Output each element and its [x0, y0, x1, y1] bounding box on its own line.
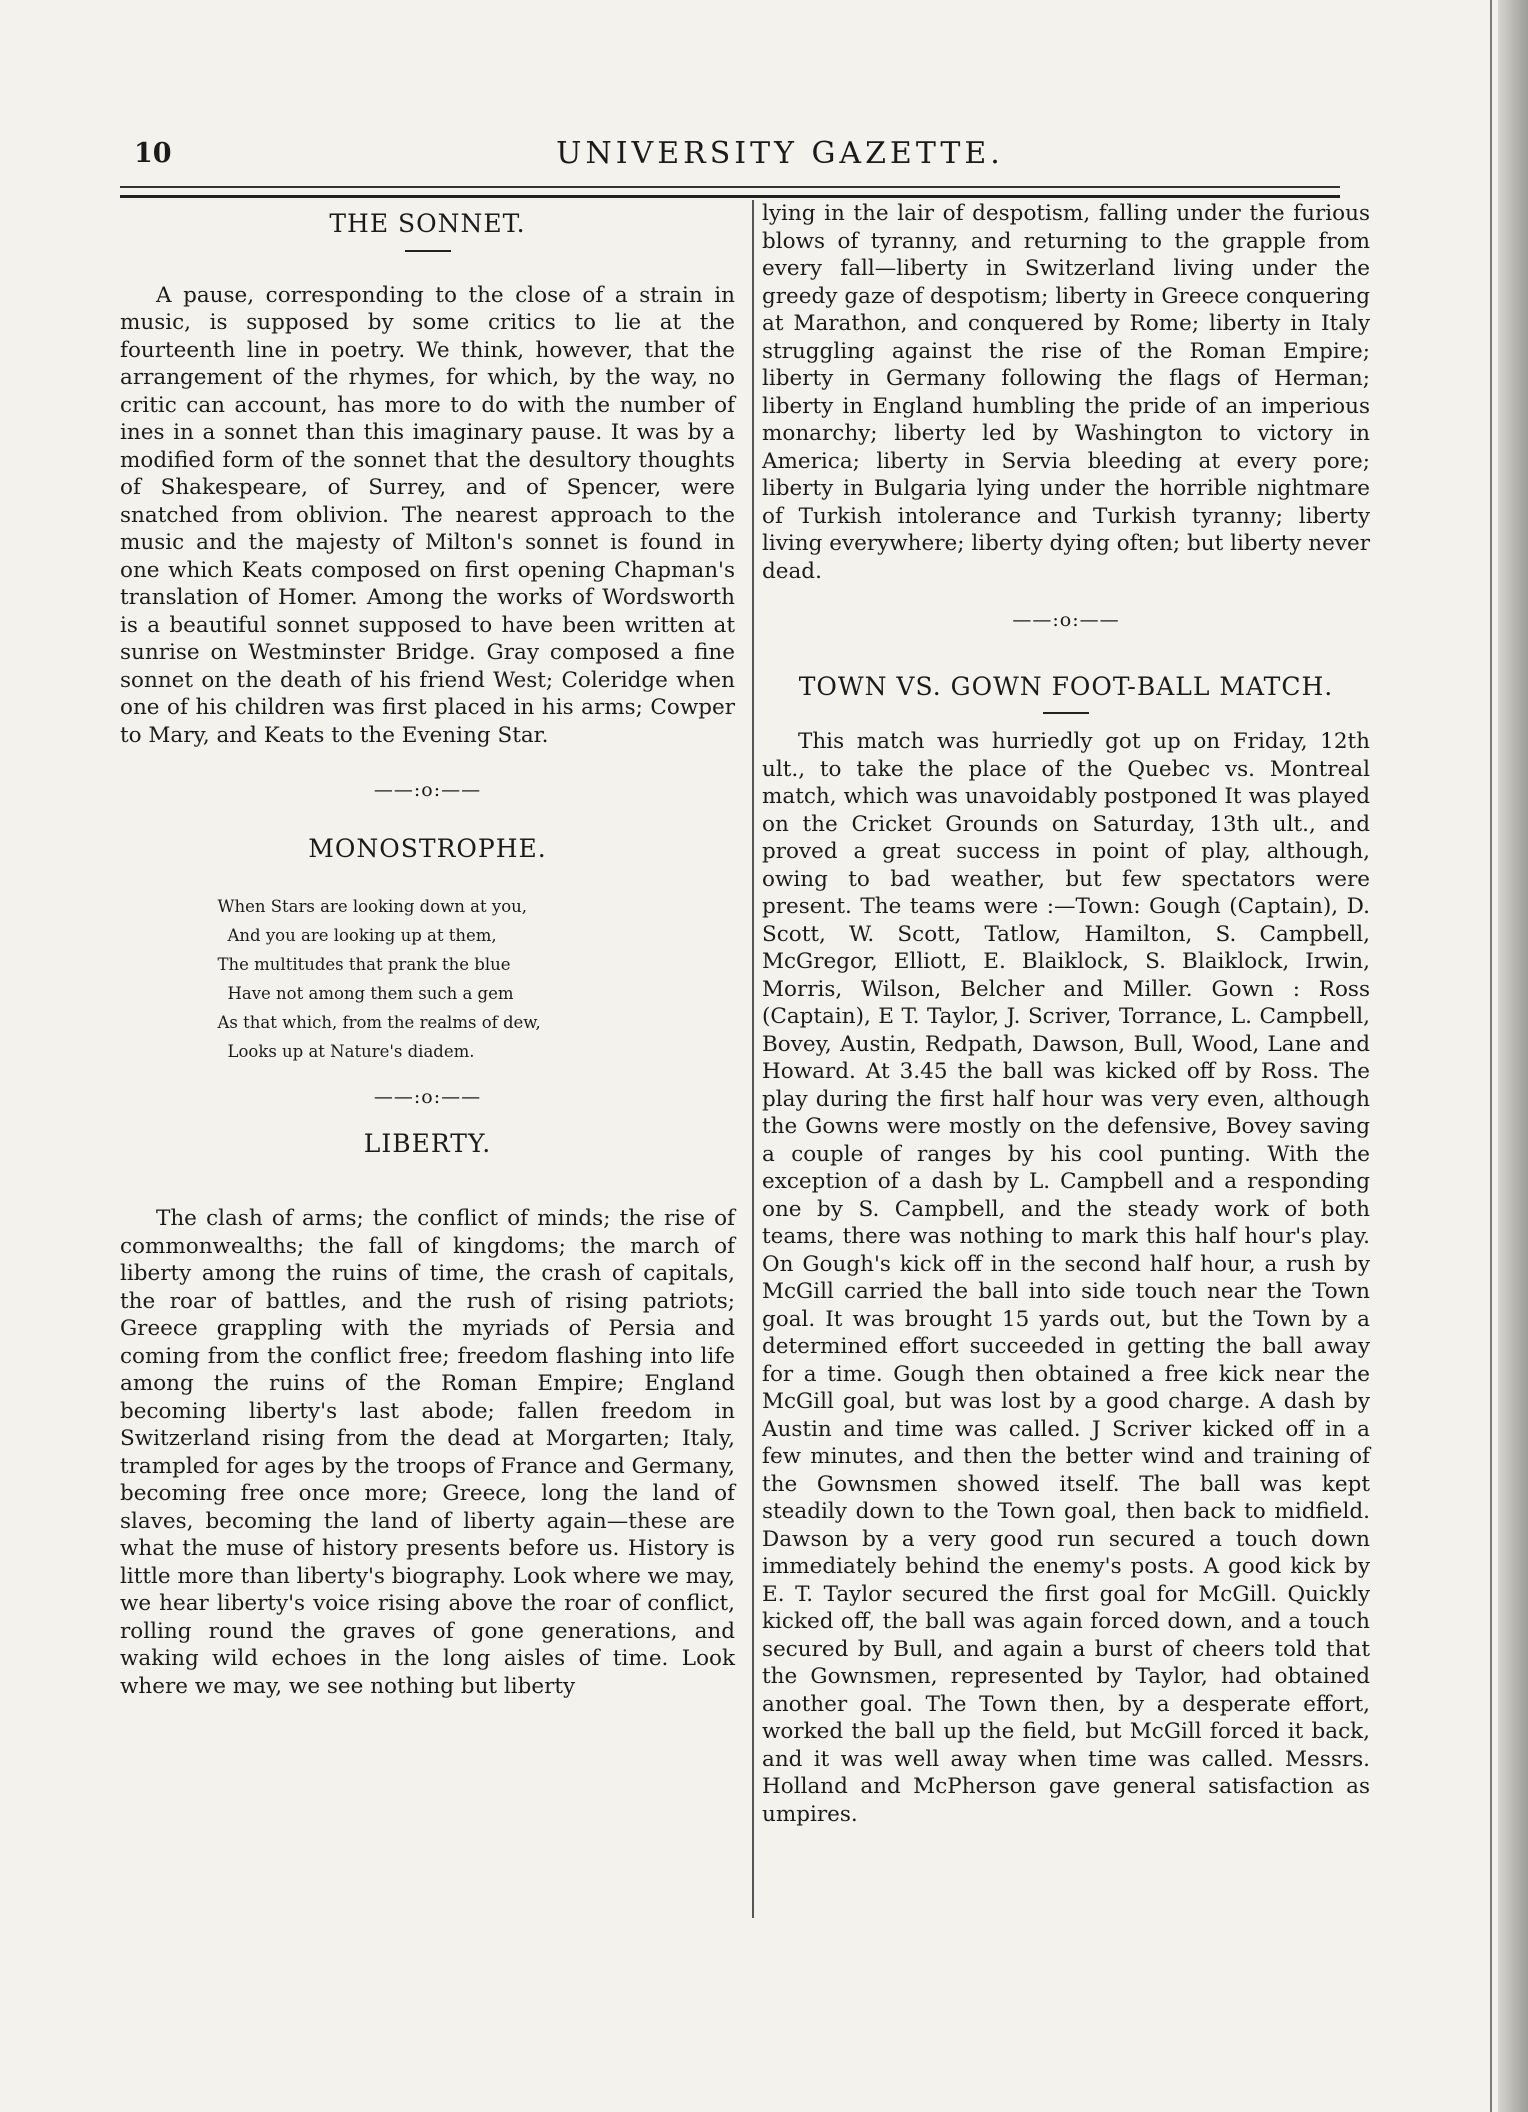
title-rule — [1043, 712, 1089, 714]
page-number: 10 — [134, 138, 172, 169]
football-body: This match was hurriedly got up on Friday, 12th ult., to take the place of the Quebec vs. Montreal match, which was unavoidably postponed It was played on the Cricket Grounds on Saturday, 13th ult., and proved a great success in point of play, although, owing to bad weather, but few spectators were present. The teams were :—Town: Gough (Captain), D. Scott, W. Scott, Tatlow, Hamilton, S. Campbell, McGregor, Elliott, E. Blaiklock, S. Blaiklock, Irwin, Morris, Wilson, Belcher and Miller. Gown : Ross (Captain), E T. Taylor, J. Scriver, Torrance, L. Campbell, Bovey, Austin, Redpath, Dawson, Bull, Wood, Lane and Howard. At 3.45 the ball was kicked off by Ross. The play during the first half hour was very even, although the Gowns were mostly on the defensive, Bovey saving a couple of ranges by his cool punting. With the exception of a dash by L. Campbell and a responding one by S. Campbell, and the steady work of both teams, there was nothing to mark this half hour's play. On Gough's kick off in the second half hour, a rush by McGill carried the ball into side touch near the Town goal. It was brought 15 yards out, but the Town by a determined effort succeeded in getting the ball away for a time. Gough then obtained a free kick near the McGill goal, but was lost by a good charge. A dash by Austin and time was called. J Scriver kicked off in a few minutes, and then the better wind and training of the Gownsmen showed itself. The ball was kept steadily down to the Town goal, then back to midfield. Dawson by a very good run secured a touch down immediately behind the enemy's posts. A good kick by E. T. Taylor secured the first goal for McGill. Quickly kicked off, the ball was again forced down, and a touch secured by Bull, and again a burst of cheers told that the Gownsmen, represented by Taylor, had obtained another goal. The Town then, by a desperate effort, worked the ball up the field, but McGill forced it back, and it was well away when time was called. Messrs. Holland and McPherson gave general satisfaction as umpires. — [762, 729, 1370, 1827]
section-separator: ——:o:—— — [373, 1086, 482, 1108]
liberty-body-part2: lying in the lair of despotism, falling under the furious blows of tyranny, and returning to the grapple from every fall—liberty in Switzerland living under the greedy gaze of despotism; liberty in Greece conquering at Marathon, and conquered by Rome; liberty in Italy struggling against the rise of the Roman Empire; liberty in Germany following the flags of Herman; liberty in England humbling the pride of an imperious monarchy; liberty led by Washington to victory in America; liberty in Servia bleeding at every pore; liberty in Bulgaria lying under the horrible nightmare of Turkish intolerance and Turkish tyranny; liberty living everywhere; liberty dying often; but liberty never dead. — [762, 201, 1370, 584]
poem-line: Looks up at Nature's diadem. — [227, 1042, 475, 1061]
left-column — [120, 210, 735, 1700]
page-header — [130, 138, 1330, 178]
section-separator: ——:o:—— — [373, 779, 482, 801]
liberty-body-part1: The clash of arms; the conflict of minds; the rise of commonwealths; the fall of kingdoms; the march of liberty among the ruins of time, the crash of capitals, the roar of battles, and the rush of rising patriots; Greece grappling with the myriads of Persia and coming from the conflict free; freedom flashing into life among the ruins of the Roman Empire; England becoming liberty's last abode; fallen freedom in Switzerland rising from the dead at Morgarten; Italy, trampled for ages by the troops of France and Germany, becoming free once more; Greece, long the land of slaves, becoming the land of liberty again—these are what the muse of history presents before us. History is little more than liberty's biography. Look where we may, we hear liberty's voice rising above the roar of conflict, rolling round the graves of gone generations, and waking wild echoes in the long aisles of time. Look where we may, we see nothing but liberty — [120, 1206, 735, 1699]
football-title: TOWN VS. GOWN FOOT-BALL MATCH. — [798, 671, 1334, 701]
poem-line: And you are looking up at them, — [227, 926, 497, 945]
column-divider — [752, 200, 754, 1918]
header-rule-double — [120, 195, 1340, 198]
title-rule — [405, 250, 451, 252]
poem-line: As that which, from the realms of dew, — [217, 1013, 541, 1032]
liberty-title: LIBERTY. — [363, 1128, 492, 1158]
sonnet-body: A pause, corresponding to the close of a strain in music, is supposed by some critics to lie at the fourteenth line in poetry. We think, however, that the arrangement of the rhymes, for which, by the way, no critic can account, has more to do with the number of ines in a sonnet than this imaginary pause. It was by a modified form of the sonnet that the desultory thoughts of Shakespeare, of Surrey, and of Spencer, were snatched from oblivion. The nearest approach to the music and the majesty of Milton's sonnet is found in one which Keats composed on first opening Chapman's translation of Homer. Among the works of Wordsworth is a beautiful sonnet supposed to have been written at sunrise on Westminster Bridge. Gray composed a fine sonnet on the death of his friend West; Coleridge when one of his children was first placed in his arms; Cowper to Mary, and Keats to the Evening Star. — [120, 282, 735, 748]
page-edge-shadow — [1498, 0, 1528, 2112]
poem-line: When Stars are looking down at you, — [217, 897, 528, 916]
sonnet-title: THE SONNET. — [329, 209, 526, 238]
section-separator: ——:o:—— — [1012, 609, 1120, 631]
header-rule — [120, 186, 1340, 188]
monostrophe-poem — [218, 892, 638, 1066]
monostrophe-title: MONOSTROPHE. — [308, 833, 547, 863]
masthead: UNIVERSITY GAZETTE. — [556, 136, 1004, 171]
poem-line: The multitudes that prank the blue — [217, 955, 511, 974]
page-edge-line — [1490, 0, 1492, 2112]
right-column — [762, 200, 1370, 1828]
poem-line: Have not among them such a gem — [227, 984, 514, 1003]
